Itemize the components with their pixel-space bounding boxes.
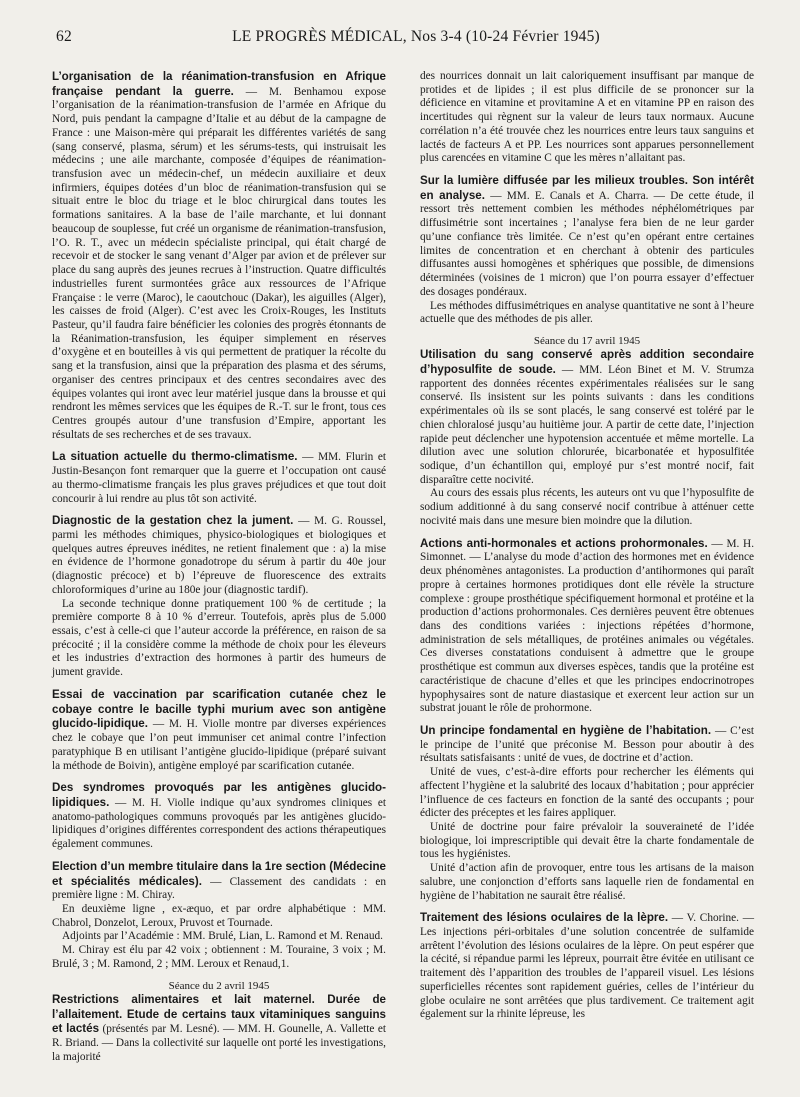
article-title: Election d’un membre titulaire dans la 1re section (Médecine et spécialités médicales). [52,859,386,888]
article-restrictions-continued [420,70,754,166]
article-body: — M. H. Violle montre par diverses expériences chez le cobaye que l’on peut immuniser cet animal contre l’infection paratyphique B en utilisant l’antigène glucido-lipidique (préparé suivant la méthode de Boivin), antigène employé par scarification cutanée. [52,718,387,772]
article-title: Actions anti-hormonales et actions prohormonales. [420,536,708,550]
article-title: Diagnostic de la gestation chez la jument. [52,514,294,528]
article-paragraph: Unité de vues, c’est-à-dire efforts pour rechercher les éléments qui affectent l’hygiène et la salubrité des locaux d’habitation ; pour apprécier l’influence de ces facteurs en fonction de la santé des occupants ; pour édicter des préceptes et les faires appliquer. [420,766,754,820]
article-syndromes-antigenes [52,781,386,852]
article-body: — C’est le principe de l’unité que préconise M. Besson pour aboutir à des résultats satisfaisants : unité de vues, de doctrine et d’action. [420,724,754,765]
article-paragraph: La seconde technique donne pratiquement 100 % de certitude ; la première comporte 8 à 10 % d’erreur. Toutefois, après plus de 5.000 essais, c’est à celle-ci que l’auteur accorde la préférence, en raison de sa précocité ; il la considère comme la méthode de choix pour les éleveurs et les industries d’extraction des hormones à partir des humeurs de jument gravide. [52,597,386,679]
article-body: — MM. Flurin et Justin-Besançon font remarquer que la guerre et l’occupation ont causé au thermo-climatisme français les plus graves préjudices et que tout doit concourir à lui rendre au plus tôt son activité. [52,451,386,505]
article-paragraph: des nourrices donnait un lait caloriquement insuffisant par manque de protides et de lipides ; il est plus difficile de se prononcer sur la déficience en vitamine et provitamine A et en vitamine PP en raison des incertitudes qui règnent sur la valeur de leurs taux normaux. Aucune corrélation n’a été trouvée chez les nourrices entre leurs taux sanguins et lactés de facteurs A et PP. Les nourrices sont apparues personnellement plus carencées en vitamine C que les mères n’allaitant pas. [420,70,754,165]
article-title: Restrictions alimentaires et lait maternel. Durée de l’allaitement. Etude de certains taux vitaminiques sanguins et lactés [52,992,386,1036]
article-paragraph: Adjoints par l’Académie : MM. Brulé, Lian, L. Ramond et M. Renaud. [62,930,383,943]
session-heading: Séance du 17 avril 1945 [533,334,641,347]
article-election [52,860,386,972]
article-paragraph: Les méthodes diffusimétriques en analyse quantitative ne sont à l’heure actuelle que des méthodes de pis aller. [420,299,754,326]
article-thermo-climatisme [52,450,386,506]
article-body: — MM. E. Canals et A. Charra. — De cette étude, il ressort très nettement combien les méthodes néphélométriques par diffusimétrie sont incertaines ; l’analyse fera bien de ne leur garder qu’une confiance très limitée. Ce n’est qu’en opérant entre certaines limites de concentration et en cherchant à obtenir des particules diffusantes aussi homogènes et sphériques que possible, de dimensions déterminées (voisines de 1 micron) que l’on pourra essayer d’effectuer des dosages pondéraux. [420,189,754,298]
article-title: Des syndromes provoqués par les antigènes glucido-lipidiques. [52,781,386,809]
article-body: — M. H. Simonnet. — L’analyse du mode d’action des hormones met en évidence deux phénomènes antagonistes. La production d’antihormones qui paraît propre à certaines hormones protidiques dont elle révèle la structure complexe : groupe prosthétique spécifiquement hormonal et protéine et la production d’actions prohormonales. Ces dernières peuvent être obtenues dans des conditions variées : injections répétées d’hormone, administration de sels métalliques, de protéines animales ou végétales. Ces diverses constatations conduisent à admettre que le groupe prosthétique est commun aux diverses espèces, tandis que la protéine est caractéristique de chacune d’elles et que les principes endocrinotropes hypophysaires sont de nature diastasique et exercent leur action sur un substrat jouant le rôle de prohormone. [420,537,755,715]
article-restrictions-alimentaires [52,993,386,1065]
article-body: — Classement des candidats : en première ligne : M. Chiray. [52,875,386,902]
right-column [420,70,754,1030]
article-body: — M. H. Violle indique qu’aux syndromes cliniques et anatomo-pathologiques communs provoqués par les antigènes glucido-lipidiques d’origines différentes correspondent des actions thérapeutiques également communes. [52,796,386,851]
article-title: Sur la lumière diffusée par les milieux troubles. Son intérêt en analyse. [420,174,754,202]
article-sang-conserve [420,348,754,528]
article-title: Traitement des lésions oculaires de la lèpre. [420,911,669,925]
article-body: (présentés par M. Lesné). — MM. H. Gounelle, A. Vallette et R. Briand. — Dans la collectivité sur laquelle ont porté les investigations, la majorité [52,1023,386,1063]
running-header [56,28,756,58]
article-title: La situation actuelle du thermo-climatisme. [52,450,298,464]
article-title: L’organisation de la réanimation-transfusion en Afrique française pendant la guerre. [52,70,386,98]
article-reanimation [52,70,386,442]
article-vaccination-cobaye [52,688,386,773]
article-body: — M. G. Roussel, parmi les méthodes chimiques, physico-biologiques et biologiques et quelques autres épreuves inédites, ne retient finalement que : a) la mise en évidence de l’hormone gonadotrope du sérum à partir du 40e jour (diagnostic précoce) et b) l’épreuve de fluorescence des extraits chloroformiques d’urine au 180e jour (diagnostic tardif). [52,515,386,596]
article-body: — V. Chorine. — Les injections péri-orbitales d’une solution concentrée de sulfamide arrêtent l’évolution des lésions oculaires de la lèpre. On peut espérer que la cécité, si répandue parmi les lépreux, pourrait être évitée en utilisant ce traitement dès l’apparition des troubles de l’appareil visuel. Les lésions superficielles récentes sont rapidement guéries, celles de l’intérieur du globe oculaire ne sont arrêtées que plus tardivement. Ce traitement agit également sur la rhinite lépreuse, les [420,912,754,1021]
article-anti-hormonales [420,537,754,716]
page-number: 62 [56,28,72,45]
article-paragraph: En deuxième ligne , ex-æquo, et par ordre alphabétique : MM. Chabrol, Donzelot, Leroux, Pruvost et Tournade. [52,902,386,929]
article-body: — MM. Léon Binet et M. V. Strumza rapportent des données récentes expérimentales réalisées sur le sang conservé. Ils insistent sur les points suivants : dans les conditions expérimentales où ils se sont placés, le sang conservé est toléré par le chien chloralosé jusqu’au huitième jour. A partir de cette date, l’injection rapide peut déclencher une hypotension accentuée et même mortelle. La dilution avec une solution chlorurée, bicarbonatée et hyposulfitée sodique, d’un échantillon qui, employé pur s’est montré nocif, fait disparaître cette nocivité. [420,364,754,486]
article-paragraph: M. Chiray est élu par 42 voix ; obtiennent : M. Touraine, 3 voix ; M. Brulé, 3 ; M. Ramond, 2 ; MM. Leroux et Renaud,1. [52,944,386,970]
article-paragraph: Unité d’action afin de provoquer, entre tous les artisans de la maison salubre, une conjonction d’efforts sans laquelle rien de fondamental en hygiène de l’habitation ne saurait être réalisé. [420,862,754,902]
article-title: Utilisation du sang conservé après addition secondaire d’hyposulfite de soude. [420,348,754,377]
running-title: LE PROGRÈS MÉDICAL, Nos 3-4 (10-24 Février 1945) [232,28,600,45]
article-gestation-jument [52,514,386,680]
session-heading: Séance du 2 avril 1945 [168,979,270,992]
article-title: Essai de vaccination par scarification cutanée chez le cobaye contre le bacille typhi murium avec son antigène glucido-lipidique. [52,687,386,731]
article-paragraph: Au cours des essais plus récents, les auteurs ont vu que l’hyposulfite de sodium additionné à du sang conservé nocif contribue à atténuer cette nocivité mais dans une mesure bien moindre que la dilution. [420,487,754,527]
article-paragraph: Unité de doctrine pour faire prévaloir la souveraineté de l’idée biologique, loi imprescriptible qui devait être la charte fondamentale de tous les hygiénistes. [420,821,754,861]
article-lumiere-diffusee [420,174,754,327]
left-column [52,70,386,1073]
article-author: — M. Benhamou [245,85,343,98]
article-hygiene-habitation [420,724,754,903]
article-lesions-oculaires [420,911,754,1022]
article-title: Un principe fondamental en hygiène de l’habitation. [420,723,712,737]
article-body: expose l’organisation de la réanimation-transfusion de l’armée en Afrique du Nord, puis pendant la campagne d’Italie et au début de la campagne de France : une Maison-mère qui préparait les différentes variétés de sang (sang conservé, plasma, sérum) et les sérums-tests, qui instruisait les médecins ; une aile marchante, composée d’équipes de réanimation-transfusion avec un médecin-chef, un médecin auxiliaire et deux infirmiers, équipes dotées d’un bloc de réanimation-transfusion qui se situait entre le bloc du triage et le bloc chirurgical dans toutes les formations sanitaires. A la base de l’aile marchante, et lui donnant beaucoup de souplesse, fut créé un organisme de réanimation-transfusion, l’O. R. T., avec un médecin spécialiste principal, qui était chargé de recevoir et de stocker le sang venant d’Alger par avion et de prélever sur place du sang auprès des jeunes recrues à l’instruction. Quatre difficultés industrielles furent surmontées grâce aux ressources de l’Afrique Française : le verre (Maroc), le caoutchouc (Dakar), les aiguilles (Alger), les caisses de froid (Alger). C’est avec les Croix-Rouges, les Instituts Pasteur, qu’il faudra faire bénéficier les colonies des progrès étonnants de la Réanimation-transfusion, les équiper simplement en réserves d’oxygène et en bouteilles à vis qui permettent de pratiquer la récolte du sang et la transfusion, ainsi que la préparation des plasma et des sérums, organiser des centres principaux et des centres secondaires avec des équipes volantes qui iront avec leur matériel jusque dans la brousse et qui rendront les mêmes services que les équipes de R.-T. sur le front, tous ces Centres groupés autour d’une transfusion d’Empire, apportant les résultats de ses recherches et de ses travaux. [52,85,386,441]
